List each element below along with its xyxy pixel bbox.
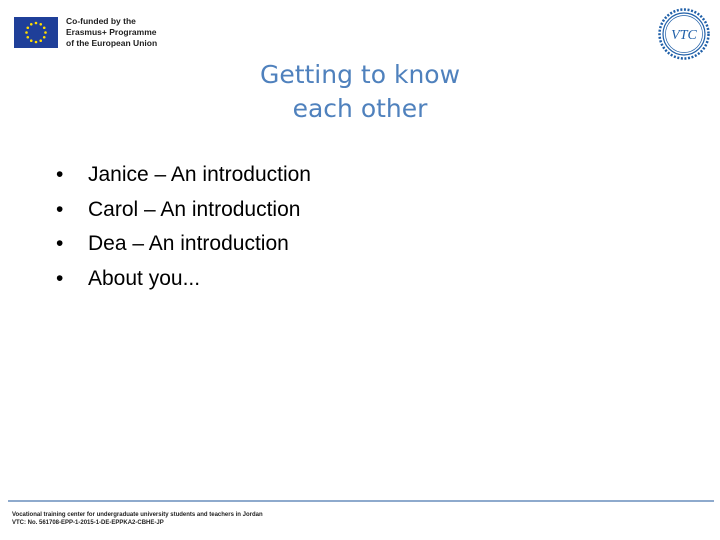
eu-funding-text [66, 16, 157, 49]
eu-star-icon [43, 36, 46, 39]
eu-star-icon [39, 39, 42, 42]
eu-star-icon [39, 23, 42, 26]
bullet-marker: • [56, 267, 64, 291]
eu-star-icon [26, 36, 29, 39]
footer-line2: VTC: No. 561708-EPP-1-2015-1-DE-EPPKA2-CBHE-JP [12, 520, 164, 526]
bullet-marker: • [56, 232, 64, 256]
bullet-marker: • [56, 163, 64, 186]
eu-star-icon [30, 23, 33, 26]
bullet-text: About you... [88, 267, 201, 291]
eu-text-line1: Co-funded by the [66, 16, 136, 26]
footer-text [12, 511, 263, 527]
bullet-text: Janice – An introduction [88, 163, 311, 186]
eu-star-icon [26, 26, 29, 29]
bullet-item [56, 227, 311, 262]
bullet-marker: • [56, 197, 64, 221]
footer-divider [8, 500, 714, 502]
slide-title [210, 58, 510, 126]
eu-text-line2: Erasmus+ Programme [66, 27, 157, 37]
vtc-seal-text: VTC [671, 28, 697, 43]
eu-star-icon [30, 39, 33, 42]
bullet-text: Carol – An introduction [88, 197, 301, 221]
eu-flag-icon [14, 17, 58, 48]
bullet-text: Dea – An introduction [88, 232, 289, 256]
eu-star-icon [25, 31, 28, 34]
bullet-item [56, 193, 311, 228]
eu-star-icon [43, 26, 46, 29]
eu-star-icon [44, 31, 47, 34]
eu-star-icon [35, 22, 38, 25]
eu-text-line3: of the European Union [66, 38, 158, 48]
title-line1: Getting to know [259, 60, 461, 89]
vtc-seal-logo [658, 8, 710, 60]
eu-erasmus-logo [14, 16, 157, 49]
footer-line1: Vocational training center for undergraduate university students and teachers in Jordan [12, 512, 263, 518]
bullet-list [56, 158, 311, 297]
bullet-item [56, 158, 311, 193]
bullet-item [56, 262, 311, 297]
eu-star-icon [35, 41, 38, 44]
title-line2: each other [292, 94, 428, 123]
